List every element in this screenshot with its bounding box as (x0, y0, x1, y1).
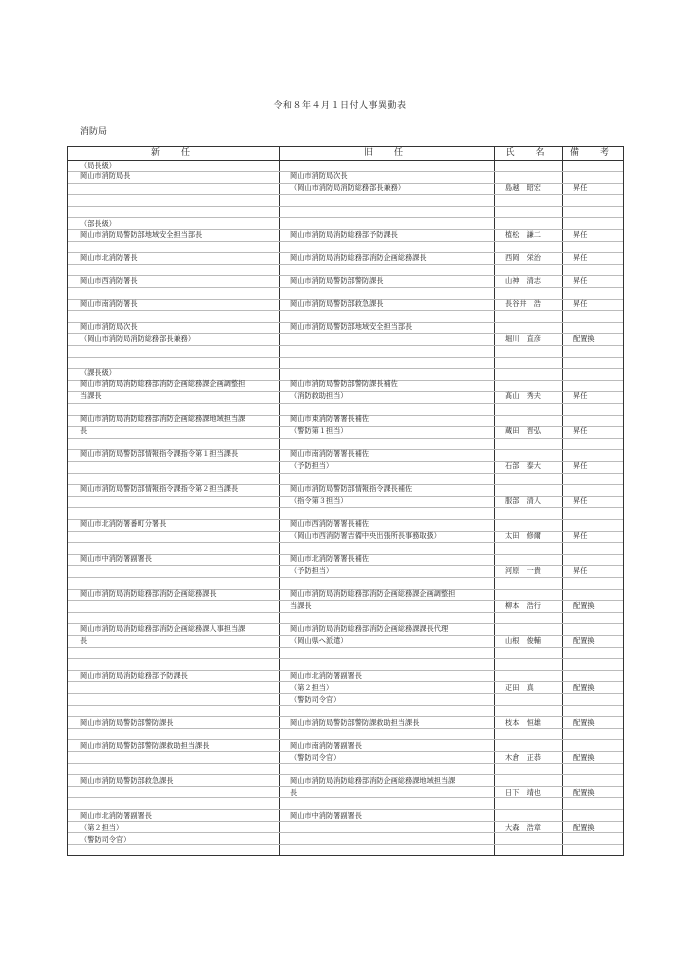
cell-old: 岡山市消防局消防総務部予防課長 (290, 230, 398, 239)
row-rule (68, 194, 623, 195)
cell-new: 岡山市消防局警防部警防課長 (80, 718, 174, 727)
cell-old: （岡山市西消防署吉備中央出張所長事務取扱） (290, 531, 441, 540)
column-divider (494, 147, 495, 855)
row-rule (68, 241, 623, 242)
cell-old: 岡山市消防局消防総務部消防企画総務課課長代理 (290, 624, 449, 633)
cell-new: （部長級） (80, 219, 116, 228)
cell-new: 岡山市消防局警防部救急課長 (80, 776, 174, 785)
cell-remarks: 配置換 (573, 823, 595, 832)
row-rule (68, 403, 623, 404)
cell-remarks: 昇任 (573, 299, 588, 308)
cell-old: 岡山市東消防署署長補佐 (290, 414, 370, 423)
cell-name: 河原 一貴 (505, 566, 541, 575)
row-rule (68, 612, 623, 613)
row-rule (68, 310, 623, 311)
cell-name: 植松 謙二 (505, 230, 541, 239)
column-divider (279, 147, 280, 855)
cell-old: 岡山市消防局警防部警防課長補佐 (290, 379, 398, 388)
cell-new: 岡山市消防局次長 (80, 322, 138, 331)
cell-new: （第２担当） (80, 823, 124, 832)
cell-old: 岡山市北消防署副署長 (290, 671, 362, 680)
cell-old: 岡山市消防局消防総務部消防企画総務課長 (290, 253, 427, 262)
personnel-table (67, 146, 624, 856)
document-title: 令和８年４月１日付人事異動表 (273, 101, 407, 111)
cell-old: 岡山市北消防署署長補佐 (290, 554, 370, 563)
cell-name: 山神 清志 (505, 276, 541, 285)
row-rule (68, 705, 623, 706)
row-rule (68, 542, 623, 543)
cell-name: 西岡 栄治 (505, 253, 541, 262)
cell-remarks: 配置換 (573, 718, 595, 727)
cell-new: 長 (80, 636, 88, 645)
row-rule (68, 844, 623, 845)
cell-old: （予防担当） (290, 461, 334, 470)
cell-old: 岡山市消防局警防部地域安全担当部長 (290, 322, 413, 331)
cell-new: （岡山市消防局消防総務部長兼務） (80, 334, 196, 343)
row-rule (68, 577, 623, 578)
row-rule (68, 287, 623, 288)
cell-new: 岡山市南消防署長 (80, 299, 138, 308)
cell-remarks: 配置換 (573, 334, 595, 343)
cell-name: 柳本 浩行 (505, 601, 541, 610)
cell-name: 堀川 直彦 (505, 334, 541, 343)
cell-new: 岡山市消防局警防部情報指令課指令第１担当課長 (80, 449, 239, 458)
cell-remarks: 配置換 (573, 753, 595, 762)
cell-new: 岡山市消防局消防総務部予防課長 (80, 671, 188, 680)
header-name: 氏 名 (505, 148, 551, 158)
cell-name: 島越 昭宏 (505, 183, 541, 192)
cell-remarks: 昇任 (573, 276, 588, 285)
cell-old: 当課長 (290, 601, 312, 610)
header-old-post: 旧 任 (363, 148, 409, 158)
cell-new: （警防司令官） (80, 835, 131, 844)
cell-old: 岡山市西消防署署長補佐 (290, 519, 370, 528)
cell-remarks: 昇任 (573, 253, 588, 262)
cell-remarks: 昇任 (573, 426, 588, 435)
cell-name: 枝本 恒雄 (505, 718, 541, 727)
cell-remarks: 昇任 (573, 566, 588, 575)
cell-old: （岡山県へ派遣） (290, 636, 348, 645)
header-divider (68, 160, 623, 161)
cell-new: 岡山市消防局消防総務部消防企画総務課人事担当課 (80, 624, 246, 633)
cell-remarks: 配置換 (573, 788, 595, 797)
cell-old: （指令第３担当） (290, 496, 348, 505)
cell-remarks: 配置換 (573, 601, 595, 610)
cell-remarks: 昇任 (573, 391, 588, 400)
cell-new: 岡山市消防局警防部地域安全担当部長 (80, 230, 203, 239)
row-rule (68, 264, 623, 265)
row-rule (68, 206, 623, 207)
row-rule (68, 507, 623, 508)
cell-remarks: 配置換 (573, 683, 595, 692)
cell-new: （課長級） (80, 368, 116, 377)
column-divider (562, 147, 563, 855)
row-rule (68, 357, 623, 358)
cell-old: 岡山市消防局警防部情報指令課長補佐 (290, 484, 413, 493)
row-rule (68, 438, 623, 439)
cell-old: 岡山市中消防署副署長 (290, 811, 362, 820)
department-label: 消防局 (80, 127, 108, 137)
cell-name: 山根 俊輔 (505, 636, 541, 645)
cell-name: 髙山 秀夫 (505, 391, 541, 400)
cell-old: 岡山市消防局消防総務部消防企画総務課企画調整担 (290, 589, 456, 598)
cell-old: 岡山市消防局消防総務部消防企画総務課地域担当課 (290, 776, 456, 785)
cell-old: 長 (290, 788, 298, 797)
cell-remarks: 昇任 (573, 230, 588, 239)
cell-new: 岡山市消防局消防総務部消防企画総務課地域担当課 (80, 414, 246, 423)
cell-name: 太田 修爾 (505, 531, 541, 540)
cell-name: 大森 浩章 (505, 823, 541, 832)
row-rule (68, 693, 623, 694)
cell-name: 服部 清人 (505, 496, 541, 505)
row-rule (68, 368, 623, 369)
cell-remarks: 昇任 (573, 461, 588, 470)
cell-name: 長谷井 浩 (505, 299, 541, 308)
row-rule (68, 647, 623, 648)
cell-remarks: 昇任 (573, 496, 588, 505)
cell-old: 岡山市消防局次長 (290, 171, 348, 180)
cell-name: 石部 泰大 (505, 461, 541, 470)
cell-old: （警防第１担当） (290, 426, 348, 435)
cell-new: 当課長 (80, 391, 102, 400)
cell-old: 岡山市南消防署署長補佐 (290, 449, 370, 458)
cell-name: 木倉 正恭 (505, 753, 541, 762)
cell-new: 岡山市消防局警防部情報指令課指令第２担当課長 (80, 484, 239, 493)
header-new-post: 新 任 (150, 148, 196, 158)
cell-new: （局長級） (80, 161, 116, 170)
cell-old: （予防担当） (290, 566, 334, 575)
row-rule (68, 345, 623, 346)
cell-old: 岡山市南消防署副署長 (290, 741, 362, 750)
cell-new: 岡山市消防局消防総務部消防企画総務課長 (80, 589, 217, 598)
cell-old: （消防救助担当） (290, 391, 348, 400)
cell-new: 岡山市北消防署副署長 (80, 811, 152, 820)
cell-new: 岡山市消防局警防部警防課救助担当課長 (80, 741, 210, 750)
cell-remarks: 昇任 (573, 183, 588, 192)
cell-old: （第２担当） (290, 683, 334, 692)
cell-name: 蔵田 晋弘 (505, 426, 541, 435)
row-rule (68, 681, 623, 682)
row-rule (68, 217, 623, 218)
cell-old: 岡山市消防局警防部警防課救助担当課長 (290, 718, 420, 727)
row-rule (68, 473, 623, 474)
cell-new: 長 (80, 426, 88, 435)
cell-old: （岡山市消防局消防総務部長兼務） (290, 183, 406, 192)
cell-name: 日下 靖也 (505, 788, 541, 797)
cell-old: （警防司令官） (290, 695, 341, 704)
cell-new: 岡山市消防局消防総務部消防企画総務課企画調整担 (80, 379, 246, 388)
cell-new: 岡山市北消防署長 (80, 253, 138, 262)
cell-new: 岡山市西消防署長 (80, 276, 138, 285)
cell-old: 岡山市消防局警防部救急課長 (290, 299, 384, 308)
cell-new: 岡山市北消防署番町分署長 (80, 519, 167, 528)
cell-new: 岡山市中消防署副署長 (80, 554, 152, 563)
cell-new: 岡山市消防局長 (80, 171, 131, 180)
row-rule (68, 658, 623, 659)
cell-name: 疋田 真 (505, 683, 534, 692)
cell-old: （警防司令官） (290, 753, 341, 762)
cell-old: 岡山市消防局警防部警防課長 (290, 276, 384, 285)
header-remarks: 備 考 (569, 148, 615, 158)
cell-remarks: 昇任 (573, 531, 588, 540)
cell-remarks: 配置換 (573, 636, 595, 645)
